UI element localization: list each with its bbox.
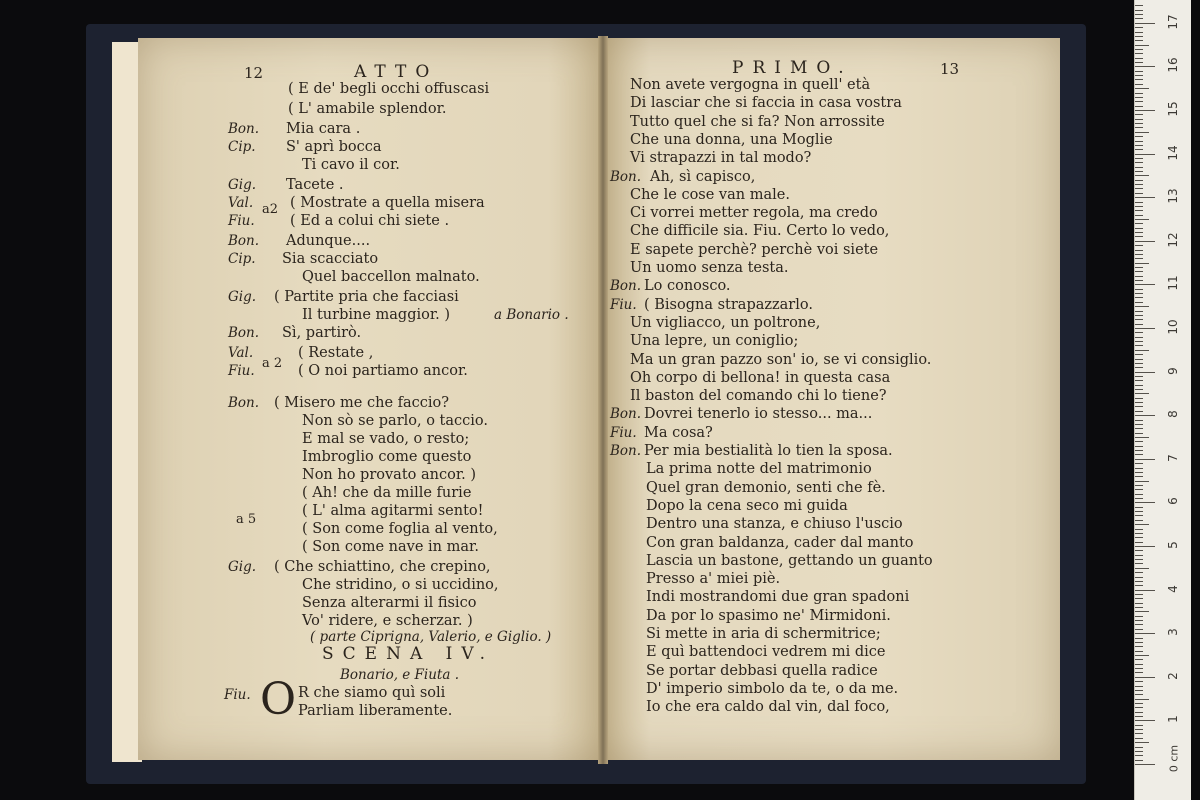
speaker-label: Val. [228, 195, 254, 211]
ruler-tick [1135, 62, 1143, 63]
ruler-tick [1135, 363, 1143, 364]
ruler-tick [1135, 420, 1143, 421]
ruler-tick [1135, 611, 1149, 612]
ruler-tick [1135, 699, 1149, 700]
ruler-tick [1135, 228, 1143, 229]
ruler-tick [1135, 598, 1143, 599]
ruler-number: 15 [1166, 101, 1180, 117]
ruler-tick [1135, 433, 1143, 434]
scene-title: SCENA IV. [322, 644, 495, 664]
ruler-tick [1135, 620, 1143, 621]
ruler-tick [1135, 119, 1143, 120]
ruler-tick [1135, 289, 1143, 290]
verse-line: Un vigliacco, un poltrone, [630, 314, 821, 331]
ruler-tick [1135, 594, 1143, 595]
ruler-number: 14 [1166, 144, 1180, 161]
ruler-tick [1135, 707, 1143, 708]
ruler-tick [1135, 642, 1143, 643]
ruler-tick [1135, 529, 1143, 530]
ruler-number: 17 [1166, 14, 1180, 30]
ruler-tick [1135, 93, 1143, 94]
ruler-tick [1135, 581, 1143, 582]
margin-note-a2: a 2 [262, 356, 283, 371]
verse-line: ( Che schiattino, che crepino, [274, 559, 491, 575]
ruler-tick [1135, 716, 1143, 717]
ruler-tick [1135, 603, 1143, 604]
ruler-tick [1135, 114, 1143, 115]
ruler-tick [1135, 733, 1143, 734]
ruler-tick [1135, 332, 1143, 333]
ruler-tick [1135, 738, 1143, 739]
ruler-tick [1135, 677, 1155, 678]
ruler-tick [1135, 725, 1143, 726]
ruler-tick [1135, 524, 1149, 525]
ruler-tick [1135, 84, 1143, 85]
verse-line: Dentro una stanza, e chiuso l'uscio [646, 516, 903, 533]
verse-line: Presso a' miei piè. [646, 571, 781, 588]
ruler-tick [1135, 690, 1143, 691]
verse-line: Tutto quel che si fa? Non arrossite [630, 113, 885, 130]
ruler-tick [1135, 629, 1143, 630]
ruler-tick [1135, 23, 1155, 24]
book-gutter [598, 36, 608, 764]
ruler-tick [1135, 607, 1143, 608]
ruler-number: 9 [1166, 366, 1180, 375]
verse-line: D' imperio simbolo da te, o da me. [646, 680, 899, 697]
ruler-tick [1135, 254, 1143, 255]
ruler-tick [1135, 141, 1143, 142]
scene-characters: Bonario, e Fiuta . [340, 667, 459, 683]
ruler-tick [1135, 232, 1143, 233]
verse-line: Senza alterarmi il fisico [302, 595, 477, 611]
ruler-tick [1135, 555, 1143, 556]
ruler-tick [1135, 236, 1143, 237]
ruler-tick [1135, 210, 1143, 211]
verse-line: Che stridino, o si uccidino, [302, 577, 499, 593]
ruler-tick [1135, 542, 1143, 543]
ruler-tick [1135, 71, 1143, 72]
ruler-tick [1135, 424, 1143, 425]
ruler-tick [1135, 345, 1143, 346]
ruler-tick [1135, 18, 1143, 19]
speaker-label: Gig. [228, 289, 257, 305]
ruler-tick [1135, 79, 1143, 80]
verse-line: Indi mostrandomi due gran spadoni [646, 589, 910, 606]
verse-line: Il baston del comando chi lo tiene? [630, 388, 887, 405]
ruler-tick [1135, 406, 1143, 407]
ruler-tick [1135, 703, 1143, 704]
verse-line: E quì battendoci vedrem mi dice [646, 644, 886, 661]
ruler-tick [1135, 559, 1143, 560]
ruler-tick [1135, 476, 1143, 477]
speaker-label: Bon. [610, 443, 642, 459]
verse-line: ( L' alma agitarmi sento! [302, 503, 484, 519]
ruler-tick [1135, 437, 1149, 438]
ruler-tick [1135, 75, 1143, 76]
ruler-tick [1135, 197, 1155, 198]
ruler-tick [1135, 350, 1149, 351]
margin-note-a2: a2 [262, 202, 279, 217]
ruler-number: 12 [1166, 232, 1180, 248]
ruler-tick [1135, 380, 1143, 381]
verse-line: Parliam liberamente. [298, 703, 453, 719]
verse-line: Non ho provato ancor. ) [302, 467, 477, 483]
ruler-tick [1135, 550, 1143, 551]
ruler-tick [1135, 171, 1143, 172]
margin-note-a-bonario: a Bonario . [494, 307, 569, 323]
ruler-tick [1135, 393, 1149, 394]
verse-line: Ma cosa? [644, 424, 713, 441]
ruler-tick [1135, 502, 1155, 503]
verse-line: ( L' amabile splendor. [288, 101, 447, 117]
speaker-label: Fiu. [610, 424, 637, 441]
ruler-number: 11 [1166, 275, 1180, 292]
left-page [138, 38, 604, 760]
page-number: 13 [940, 60, 960, 78]
ruler-tick [1135, 258, 1143, 259]
ruler-tick [1135, 319, 1143, 320]
verse-line: Non sò se parlo, o taccio. [302, 413, 488, 429]
verse-line: La prima notte del matrimonio [646, 461, 872, 478]
ruler-tick [1135, 284, 1155, 285]
speaker-label: Gig. [228, 177, 257, 193]
verse-line: Se portar debbasi quella radice [646, 662, 878, 679]
ruler-tick [1135, 188, 1143, 189]
ruler-tick [1135, 537, 1143, 538]
ruler-tick [1135, 45, 1149, 46]
ruler-tick [1135, 88, 1149, 89]
ruler-tick [1135, 167, 1143, 168]
ruler-tick [1135, 533, 1143, 534]
ruler-tick [1135, 572, 1143, 573]
ruler-number: 13 [1166, 188, 1180, 204]
ruler-tick [1135, 276, 1143, 277]
ruler-tick [1135, 712, 1143, 713]
ruler-tick [1135, 563, 1143, 564]
speaker-label: Fiu. [228, 363, 255, 379]
ruler-tick [1135, 651, 1143, 652]
ruler-number: 2 [1166, 671, 1180, 680]
ruler-tick [1135, 206, 1143, 207]
ruler-tick [1135, 328, 1155, 329]
ruler-tick [1135, 101, 1143, 102]
ruler-tick [1135, 110, 1155, 111]
margin-note-a5: a 5 [236, 512, 257, 527]
ruler-tick [1135, 5, 1143, 6]
ruler-tick [1135, 66, 1155, 67]
ruler-tick [1135, 664, 1143, 665]
ruler-tick [1135, 755, 1143, 756]
ruler-tick [1135, 672, 1143, 673]
ruler-tick [1135, 389, 1143, 390]
ruler-tick [1135, 646, 1143, 647]
ruler-tick [1135, 459, 1155, 460]
verse-line: Vi strapazzi in tal modo? [630, 150, 812, 167]
ruler-tick [1135, 215, 1143, 216]
ruler-tick [1135, 106, 1143, 107]
ruler-number: 8 [1166, 410, 1180, 419]
verse-line: Dovrei tenerlo io stesso... ma... [644, 406, 873, 423]
ruler-tick [1135, 760, 1143, 761]
ruler-tick [1135, 472, 1143, 473]
ruler-tick [1135, 372, 1155, 373]
ruler-tick [1135, 306, 1149, 307]
ruler-tick [1135, 668, 1143, 669]
ruler-tick [1135, 149, 1143, 150]
ruler-tick [1135, 751, 1143, 752]
verse-line: E mal se vado, o resto; [302, 431, 470, 447]
speaker-label: Fiu. [228, 213, 255, 229]
ruler-tick [1135, 720, 1155, 721]
ruler-tick [1135, 302, 1143, 303]
verse-line: Per mia bestialità lo tien la sposa. [644, 443, 893, 459]
ruler-tick [1135, 515, 1143, 516]
verse-line: ( E de' begli occhi offuscasi [288, 81, 490, 97]
verse-line: Che le cose van male. [630, 186, 790, 203]
verse-line: Oh corpo di bellona! in questa casa [630, 369, 891, 386]
ruler-tick [1135, 97, 1143, 98]
ruler-tick [1135, 481, 1149, 482]
ruler-tick [1135, 659, 1143, 660]
verse-line: ( Son come foglia al vento, [302, 521, 498, 537]
verse-line: Adunque.... [286, 233, 371, 249]
ruler-tick [1135, 415, 1155, 416]
verse-line: Non avete vergogna in quell' età [630, 77, 871, 93]
verse-line: S' aprì bocca [286, 139, 382, 155]
verse-line: ( Ed a colui chi siete . [290, 213, 450, 229]
ruler-tick [1135, 398, 1143, 399]
ruler-tick [1135, 263, 1149, 264]
ruler-tick [1135, 729, 1143, 730]
ruler-tick [1135, 577, 1143, 578]
ruler-number: 5 [1166, 541, 1180, 549]
ruler-tick [1135, 411, 1143, 412]
ruler-number: 3 [1166, 628, 1180, 637]
verse-line: Dopo la cena seco mi guida [646, 497, 848, 514]
ruler-number: 10 [1166, 319, 1180, 335]
verse-line: Lo conosco. [644, 278, 731, 295]
verse-line: ( Mostrate a quella misera [290, 195, 485, 211]
ruler-tick [1135, 154, 1155, 155]
ruler-unit-label: 0 cm [1167, 744, 1181, 773]
ruler-tick [1135, 446, 1143, 447]
ruler-tick [1135, 441, 1143, 442]
ruler-tick [1135, 764, 1155, 765]
verse-line: Una lepre, un coniglio; [630, 333, 799, 350]
ruler-tick [1135, 494, 1143, 495]
ruler-tick [1135, 280, 1143, 281]
verse-line: Mia cara . [286, 121, 361, 137]
speaker-label: Bon. [610, 406, 642, 423]
speaker-label: Cip. [228, 251, 256, 267]
ruler-tick [1135, 311, 1143, 312]
ruler-tick [1135, 694, 1143, 695]
ruler-tick [1135, 180, 1143, 181]
speaker-label: Bon. [228, 325, 260, 341]
ruler-tick [1135, 27, 1143, 28]
verse-line: ( Misero me che faccio? [274, 395, 450, 411]
ruler-tick [1135, 616, 1143, 617]
ruler-tick [1135, 136, 1143, 137]
ruler-tick [1135, 40, 1143, 41]
ruler-tick [1135, 520, 1143, 521]
verse-line: Un uomo senza testa. [630, 260, 789, 276]
ruler-tick [1135, 184, 1143, 185]
stage-direction: ( parte Ciprigna, Valerio, e Giglio. ) [310, 629, 552, 645]
ruler-tick [1135, 747, 1143, 748]
ruler-tick [1135, 297, 1143, 298]
speaker-label: Bon. [228, 121, 260, 137]
ruler-tick [1135, 359, 1143, 360]
verse-line: Il turbine maggior. ) [302, 307, 451, 323]
ruler-tick [1135, 498, 1143, 499]
ruler-tick [1135, 14, 1143, 15]
ruler-tick [1135, 267, 1143, 268]
verse-line: R che siamo quì soli [298, 685, 446, 701]
ruler-tick [1135, 489, 1143, 490]
speaker-label: Fiu. [224, 687, 251, 703]
ruler-tick [1135, 624, 1143, 625]
speaker-label: Gig. [228, 559, 257, 575]
ruler-tick [1135, 132, 1149, 133]
ruler-tick [1135, 49, 1143, 50]
ruler-tick [1135, 638, 1143, 639]
speaker-label: Fiu. [610, 296, 637, 313]
ruler-tick [1135, 315, 1143, 316]
speaker-label: Cip. [228, 139, 256, 155]
verse-line: Quel gran demonio, senti che fè. [646, 479, 886, 496]
ruler-tick [1135, 686, 1143, 687]
speaker-label: Val. [228, 345, 254, 361]
speaker-label: Bon. [610, 278, 642, 295]
ruler-tick [1135, 324, 1143, 325]
ruler-tick [1135, 158, 1143, 159]
ruler-tick [1135, 585, 1143, 586]
ruler-tick [1135, 402, 1143, 403]
ruler-tick [1135, 546, 1155, 547]
ruler-tick [1135, 271, 1143, 272]
ruler-tick [1135, 202, 1143, 203]
ruler-tick [1135, 337, 1143, 338]
verse-line: Io che era caldo dal vin, dal foco, [646, 699, 890, 716]
drop-cap: O [260, 674, 297, 725]
ruler-tick [1135, 507, 1143, 508]
ruler-tick [1135, 655, 1149, 656]
ruler-tick [1135, 428, 1143, 429]
ruler-tick [1135, 367, 1143, 368]
verse-line: Di lasciar che si faccia in casa vostra [630, 95, 902, 112]
verse-line: Quel baccellon malnato. [302, 269, 480, 285]
page-number: 12 [244, 64, 264, 82]
ruler-tick [1135, 385, 1143, 386]
verse-line: Sia scacciato [282, 251, 379, 267]
verse-line: ( Partite pria che facciasi [274, 289, 459, 305]
ruler-tick [1135, 32, 1143, 33]
verse-line: Che una donna, una Moglie [630, 131, 833, 148]
ruler-tick [1135, 162, 1143, 163]
ruler-tick [1135, 223, 1143, 224]
verse-line: Che difficile sia. Fiu. Certo lo vedo, [630, 223, 890, 240]
verse-line: Ci vorrei metter regola, ma credo [630, 205, 878, 222]
ruler-tick [1135, 145, 1143, 146]
ruler-tick [1135, 450, 1143, 451]
ruler-tick [1135, 10, 1143, 11]
right-page [604, 38, 1060, 760]
verse-line: ( O noi partiamo ancor. [298, 363, 468, 379]
ruler-tick [1135, 293, 1143, 294]
ruler-tick [1135, 376, 1143, 377]
ruler-tick [1135, 175, 1149, 176]
verse-line: ( Ah! che da mille furie [302, 485, 472, 501]
verse-line: Tacete . [286, 177, 344, 193]
ruler-tick [1135, 590, 1155, 591]
ruler-tick [1135, 53, 1143, 54]
ruler-tick [1135, 123, 1143, 124]
ruler-number: 7 [1166, 453, 1180, 462]
ruler-number: 16 [1166, 57, 1180, 74]
ruler-tick [1135, 468, 1143, 469]
ruler-number: 4 [1166, 584, 1180, 593]
ruler-tick [1135, 193, 1143, 194]
running-head: ATTO [354, 62, 439, 82]
ruler-tick [1135, 58, 1143, 59]
ruler-tick [1135, 219, 1149, 220]
verse-line: Con gran baldanza, cader dal manto [646, 534, 914, 551]
verse-line: ( Bisogna strapazzarlo. [644, 296, 813, 313]
verse-line: Da por lo spasimo ne' Mirmidoni. [646, 607, 891, 624]
ruler-tick [1135, 633, 1155, 634]
ruler-tick [1135, 341, 1143, 342]
running-head: PRIMO. [732, 58, 853, 78]
measuring-ruler [1134, 0, 1191, 800]
ruler-tick [1135, 454, 1143, 455]
ruler-tick [1135, 241, 1155, 242]
verse-line: Lascia un bastone, gettando un guanto [646, 552, 933, 569]
ruler-tick [1135, 245, 1143, 246]
ruler-tick [1135, 568, 1149, 569]
verse-line: Imbroglio come questo [302, 449, 472, 465]
ruler-tick [1135, 681, 1143, 682]
verse-line: Ah, sì capisco, [650, 168, 756, 185]
ruler-tick [1135, 127, 1143, 128]
speaker-label: Bon. [228, 233, 260, 249]
ruler-tick [1135, 463, 1143, 464]
verse-line: ( Restate , [298, 345, 374, 361]
ruler-tick [1135, 250, 1143, 251]
speaker-label: Bon. [610, 168, 642, 185]
ruler-number: 6 [1166, 497, 1180, 506]
ruler-tick [1135, 354, 1143, 355]
ruler-tick [1135, 485, 1143, 486]
ruler-tick [1135, 511, 1143, 512]
verse-line: Sì, partirò. [282, 325, 362, 341]
verse-line: Si mette in aria di schermitrice; [646, 626, 881, 642]
verse-line: ( Son come nave in mar. [302, 539, 479, 555]
verse-line: E sapete perchè? perchè voi siete [630, 241, 879, 258]
speaker-label: Bon. [228, 395, 260, 411]
verse-line: Ma un gran pazzo son' io, se vi consiglio. [630, 351, 932, 368]
ruler-tick [1135, 742, 1149, 743]
ruler-number: 1 [1166, 715, 1180, 724]
verse-line: Ti cavo il cor. [302, 157, 400, 173]
verse-line: Vo' ridere, e scherzar. ) [302, 613, 473, 629]
ruler-tick [1135, 36, 1143, 37]
